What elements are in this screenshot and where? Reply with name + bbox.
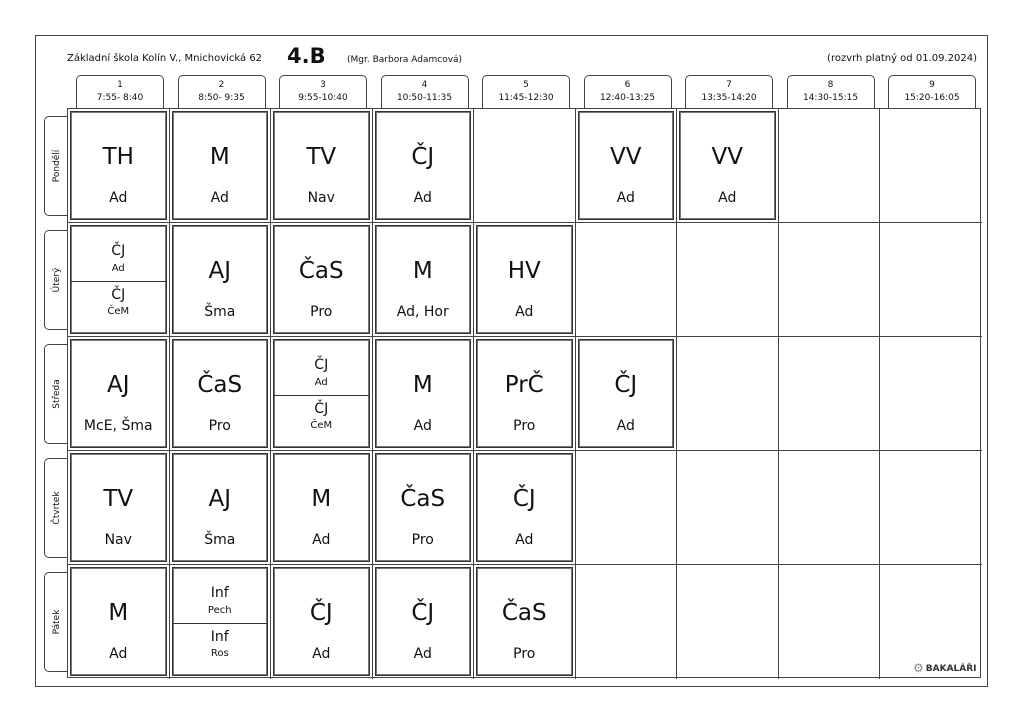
grid-cell [677, 565, 779, 679]
lesson-card [273, 453, 370, 562]
period-time: 15:20-16:05 [904, 93, 960, 103]
lesson-card [578, 111, 675, 220]
grid-cell [779, 451, 881, 565]
lesson-card [476, 339, 573, 448]
period-number: 3 [320, 80, 326, 90]
lesson-subject: ČaS [501, 600, 547, 626]
lesson-card [172, 111, 269, 220]
lesson-teacher: Pro [411, 532, 434, 548]
period-number: 4 [421, 80, 428, 90]
logo-text: BAKALÁŘI [925, 664, 977, 674]
lesson-card [273, 111, 370, 220]
period-number: 7 [726, 80, 732, 90]
day-header-1 [44, 116, 68, 216]
grid-cell [677, 223, 779, 337]
period-number: 6 [624, 80, 631, 90]
lesson-subject: ČaS [298, 258, 344, 284]
lesson-card [70, 111, 167, 220]
lesson-teacher: Ad [111, 263, 125, 274]
lesson-card [172, 339, 269, 448]
lesson-teacher: Pro [513, 418, 536, 434]
period-time: 14:30-15:15 [802, 93, 859, 103]
lesson-card [375, 567, 472, 676]
lesson-card [172, 225, 269, 334]
timetable-grid [67, 108, 981, 678]
day-header-2 [44, 230, 68, 330]
period-time: 13:35-14:20 [701, 93, 757, 103]
lesson-teacher: Šma [204, 304, 236, 320]
lesson-subject: AJ [106, 372, 130, 398]
lesson-subject: ČJ [512, 486, 536, 512]
lesson-teacher: Ad [413, 646, 432, 662]
lesson-subject: HV [507, 258, 541, 284]
class-teacher: (Mgr. Barbora Adamcová) [347, 55, 463, 65]
lesson-teacher: ČeM [107, 306, 130, 317]
day-name: Pátek [51, 609, 62, 635]
day-name: Středa [51, 379, 62, 409]
period-time: 11:45-12:30 [498, 93, 554, 103]
lesson-subject: TV [103, 486, 134, 512]
day-header-5 [44, 572, 68, 672]
grid-cell [576, 223, 678, 337]
grid-cell [677, 451, 779, 565]
lesson-subject: M [412, 258, 433, 284]
period-time: 8:50- 9:35 [198, 93, 245, 103]
day-name: Čtvrtek [51, 491, 62, 525]
lesson-teacher: Ad [109, 646, 128, 662]
lesson-teacher: Pro [513, 646, 536, 662]
lesson-card [679, 111, 776, 220]
lesson-subject: ČaS [197, 372, 243, 398]
period-header-7 [685, 75, 773, 108]
lesson-teacher: Pro [208, 418, 231, 434]
lesson-subject: M [108, 600, 129, 626]
grid-cell [779, 109, 881, 223]
day-header-4 [44, 458, 68, 558]
period-number: 1 [117, 80, 123, 90]
lesson-card [273, 567, 370, 676]
lesson-card [375, 111, 472, 220]
lesson-card [70, 567, 167, 676]
grid-cell [677, 337, 779, 451]
day-name: Úterý [51, 267, 62, 293]
lesson-subject: TV [306, 144, 337, 170]
lesson-subject: VV [610, 144, 642, 170]
period-time: 9:55-10:40 [298, 93, 348, 103]
period-number: 5 [523, 80, 529, 90]
lesson-teacher: Nav [104, 532, 132, 548]
lesson-subject: ČJ [111, 287, 126, 303]
grid-cell [779, 565, 881, 679]
grid-cell [576, 451, 678, 565]
lesson-card [70, 339, 167, 448]
lesson-subject: ČJ [411, 600, 435, 626]
lesson-teacher: McE, Šma [83, 418, 153, 434]
school-name: Základní škola Kolín V., Mnichovická 62 [67, 53, 263, 64]
lesson-subject: TH [102, 144, 134, 170]
lesson-subject: M [311, 486, 332, 512]
lesson-group [274, 340, 369, 396]
grid-cell [779, 337, 881, 451]
lesson-teacher: ČeM [310, 420, 333, 431]
lesson-teacher: Šma [204, 532, 236, 548]
period-time: 12:40-13:25 [599, 93, 656, 103]
lesson-teacher: Nav [307, 190, 335, 206]
grid-cell [880, 223, 982, 337]
lesson-subject: ČJ [309, 600, 333, 626]
grid-cell [880, 337, 982, 451]
lesson-subject: Inf [210, 629, 229, 645]
lesson-split-card [70, 225, 167, 334]
lesson-teacher: Ad [413, 190, 432, 206]
lesson-subject: VV [711, 144, 743, 170]
period-number: 9 [929, 80, 935, 90]
lesson-card [375, 225, 472, 334]
lesson-group [71, 283, 166, 339]
lesson-split-card [273, 339, 370, 448]
lesson-teacher: Pech [207, 605, 232, 616]
bakalari-logo [913, 661, 977, 675]
grid-cell [576, 565, 678, 679]
lesson-group [71, 226, 166, 282]
lesson-subject: M [412, 372, 433, 398]
lesson-card [476, 567, 573, 676]
period-header-6 [584, 75, 672, 108]
lesson-subject: M [209, 144, 230, 170]
lesson-group [173, 568, 268, 624]
lesson-teacher: Ad [616, 190, 635, 206]
lesson-teacher: Ad [718, 190, 737, 206]
period-header-1 [76, 75, 164, 108]
lesson-subject: Inf [210, 585, 229, 601]
day-name: Pondělí [51, 149, 62, 183]
period-header-9 [888, 75, 976, 108]
lesson-teacher: Ad [312, 646, 331, 662]
lesson-subject: ČJ [314, 401, 329, 417]
period-header-8 [787, 75, 875, 108]
period-time: 10:50-11:35 [396, 93, 453, 103]
lesson-card [273, 225, 370, 334]
lesson-group [173, 625, 268, 681]
lesson-teacher: Ad [312, 532, 331, 548]
lesson-card [375, 453, 472, 562]
lesson-teacher: Ad [515, 304, 534, 320]
lesson-teacher: Ad [210, 190, 229, 206]
lesson-card [375, 339, 472, 448]
period-header-4 [381, 75, 469, 108]
lesson-teacher: Ad [314, 377, 328, 388]
lesson-card [70, 453, 167, 562]
lesson-teacher: Pro [310, 304, 333, 320]
lesson-subject: ČaS [400, 486, 446, 512]
period-number: 2 [218, 80, 225, 90]
period-header-2 [178, 75, 266, 108]
grid-cell [779, 223, 881, 337]
lesson-teacher: Ad [616, 418, 635, 434]
period-header-3 [279, 75, 367, 108]
gear-icon: ⚙ [913, 661, 924, 675]
lesson-group [274, 397, 369, 453]
lesson-teacher: Ros [210, 648, 229, 659]
lesson-teacher: Ad [413, 418, 432, 434]
lesson-teacher: Ad, Hor [396, 304, 449, 320]
lesson-teacher: Ad [515, 532, 534, 548]
lesson-card [172, 453, 269, 562]
lesson-card [476, 225, 573, 334]
day-header-3 [44, 344, 68, 444]
period-time: 7:55- 8:40 [96, 93, 144, 103]
lesson-subject: ČJ [111, 243, 126, 259]
lesson-subject: PrČ [504, 372, 544, 398]
class-title: 4.B [287, 44, 326, 68]
period-header-5 [482, 75, 570, 108]
period-number: 8 [827, 80, 834, 90]
lesson-card [476, 453, 573, 562]
lesson-subject: ČJ [314, 357, 329, 373]
lesson-teacher: Ad [109, 190, 128, 206]
lesson-subject: ČJ [411, 144, 435, 170]
grid-cell [880, 109, 982, 223]
lesson-subject: AJ [208, 258, 232, 284]
grid-cell [880, 451, 982, 565]
grid-cell [474, 109, 576, 223]
lesson-subject: ČJ [614, 372, 638, 398]
lesson-card [578, 339, 675, 448]
lesson-split-card [172, 567, 269, 676]
validity-note: (rozvrh platný od 01.09.2024) [827, 53, 977, 64]
lesson-subject: AJ [208, 486, 232, 512]
